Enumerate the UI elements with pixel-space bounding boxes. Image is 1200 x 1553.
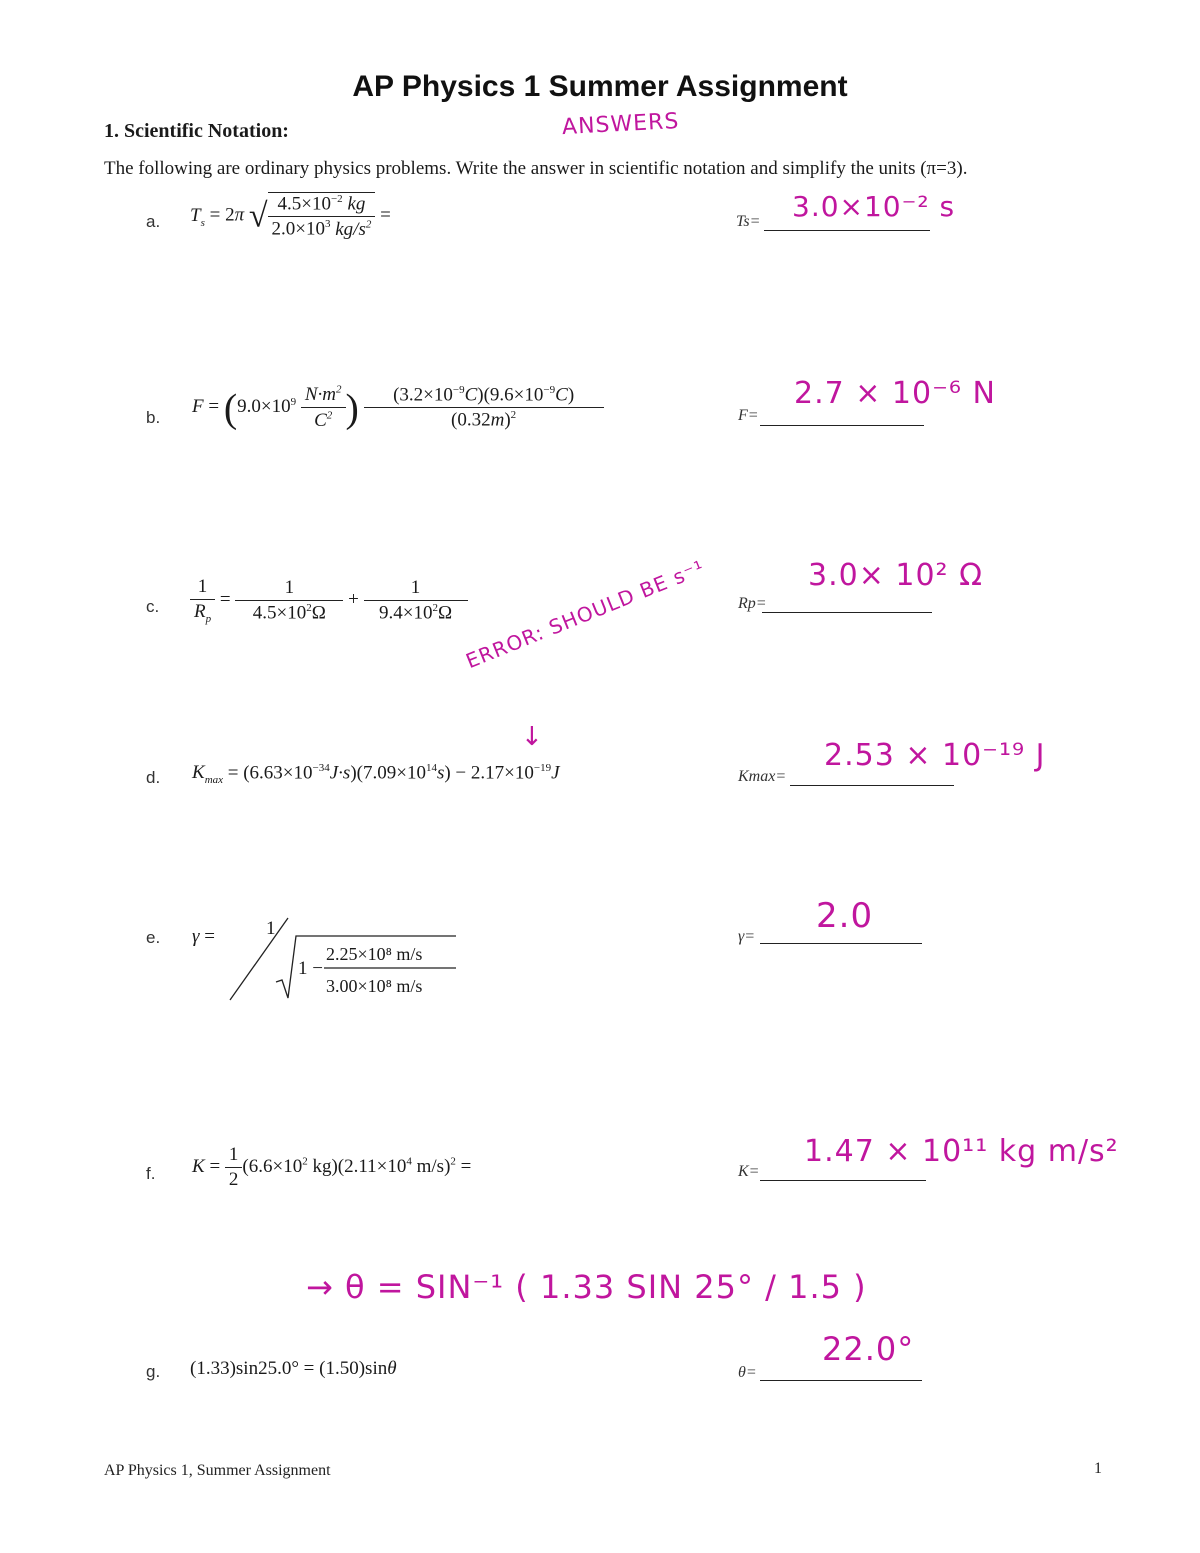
problem-e-formula-graphic <box>226 914 466 1004</box>
answer-e-label: γ= <box>738 928 756 945</box>
problem-f-label: f. <box>146 1164 156 1183</box>
problem-e-equation: γ = <box>192 926 215 947</box>
problem-d-equation: $K_{max} = (6.63\times 10^{-34}J\cdot s)(7.09\times 10^{14}s) - 2.17\times 10^{-19}J$ <box>192 762 560 787</box>
svg-text:1 −: 1 − <box>298 958 323 979</box>
answer-d-line <box>790 783 954 786</box>
instructions: The following are ordinary physics problems. Write the answer in scientific notation and simplify the units (π=3). <box>104 158 968 179</box>
answer-b-line <box>760 423 924 426</box>
problem-e-label: e. <box>146 928 161 947</box>
problem-b-equation: $F = (9.0\times 10^9$ $\frac{N\cdot m^2}{C^2}$ ) $\frac{(3.2\times 10^{-9}C)(9.6\times 10^{-9}C)}{(0.32m)^2}$ <box>192 384 604 432</box>
theta-work-note: → θ = SIN⁻¹ ( 1.33 SIN 25° / 1.5 ) <box>306 1268 867 1306</box>
answer-a-handwritten: 3.0×10⁻² s <box>792 190 956 223</box>
error-note: ERROR: SHOULD BE s⁻¹ <box>462 555 709 674</box>
answers-tag: ANSWERS <box>561 108 680 141</box>
problem-a-equation: $T_s = 2\pi$ √ $\frac{4.5\times 10^{-2} kg}{2.0\times 10^3 kg/s^2}$ = <box>190 193 391 240</box>
section-heading: 1. Scientific Notation: <box>104 120 289 142</box>
answer-g-label: θ= <box>738 1364 757 1381</box>
answer-a-label: Ts= <box>736 213 761 230</box>
problem-g-equation: (1.33)sin25.0° = (1.50)sinθ <box>190 1358 397 1379</box>
answer-f-line <box>760 1178 926 1181</box>
answer-c-label: Rp= <box>738 595 767 612</box>
svg-text:3.00×10⁸ m/s: 3.00×10⁸ m/s <box>326 976 423 996</box>
svg-text:1: 1 <box>266 918 276 939</box>
problem-b-label: b. <box>146 408 161 427</box>
answer-d-handwritten: 2.53 × 10⁻¹⁹ J <box>824 738 1046 773</box>
answer-a-line <box>764 228 930 231</box>
problem-a-label: a. <box>146 212 161 231</box>
answer-e-handwritten: 2.0 <box>816 896 874 936</box>
arrow-down-icon: ↓ <box>521 722 544 752</box>
page-number: 1 <box>1094 1460 1102 1477</box>
answer-f-label: K= <box>738 1163 760 1180</box>
problem-f-equation: K = $\frac{1}{2}$ ($6.6\times 10^2$ $kg)(2.11\times 10^4$ m/s)$^2$ = <box>192 1144 472 1190</box>
answer-c-line <box>762 610 932 613</box>
answer-c-handwritten: 3.0× 10² Ω <box>808 558 984 593</box>
problem-g-label: g. <box>146 1362 161 1381</box>
problem-c-equation: $\frac{1}{R_p}$ = $\frac{1}{4.5\times 10^2\Omega}$ + $\frac{1}{9.4\times 10^2\Omega}$ <box>190 576 468 625</box>
answer-g-line <box>760 1378 922 1381</box>
page-title: AP Physics 1 Summer Assignment <box>352 70 848 103</box>
svg-text:2.25×10⁸ m/s: 2.25×10⁸ m/s <box>326 944 423 964</box>
answer-f-handwritten: 1.47 × 10¹¹ kg m/s² <box>804 1134 1119 1169</box>
problem-d-label: d. <box>146 768 161 787</box>
answer-b-handwritten: 2.7 × 10⁻⁶ N <box>794 376 996 411</box>
problem-c-label: c. <box>146 597 160 616</box>
answer-b-label: F= <box>738 407 759 424</box>
answer-e-line <box>760 941 922 944</box>
answer-g-handwritten: 22.0° <box>822 1330 915 1368</box>
footer: AP Physics 1, Summer Assignment <box>104 1462 331 1479</box>
answer-d-label: Kmax= <box>738 768 787 785</box>
